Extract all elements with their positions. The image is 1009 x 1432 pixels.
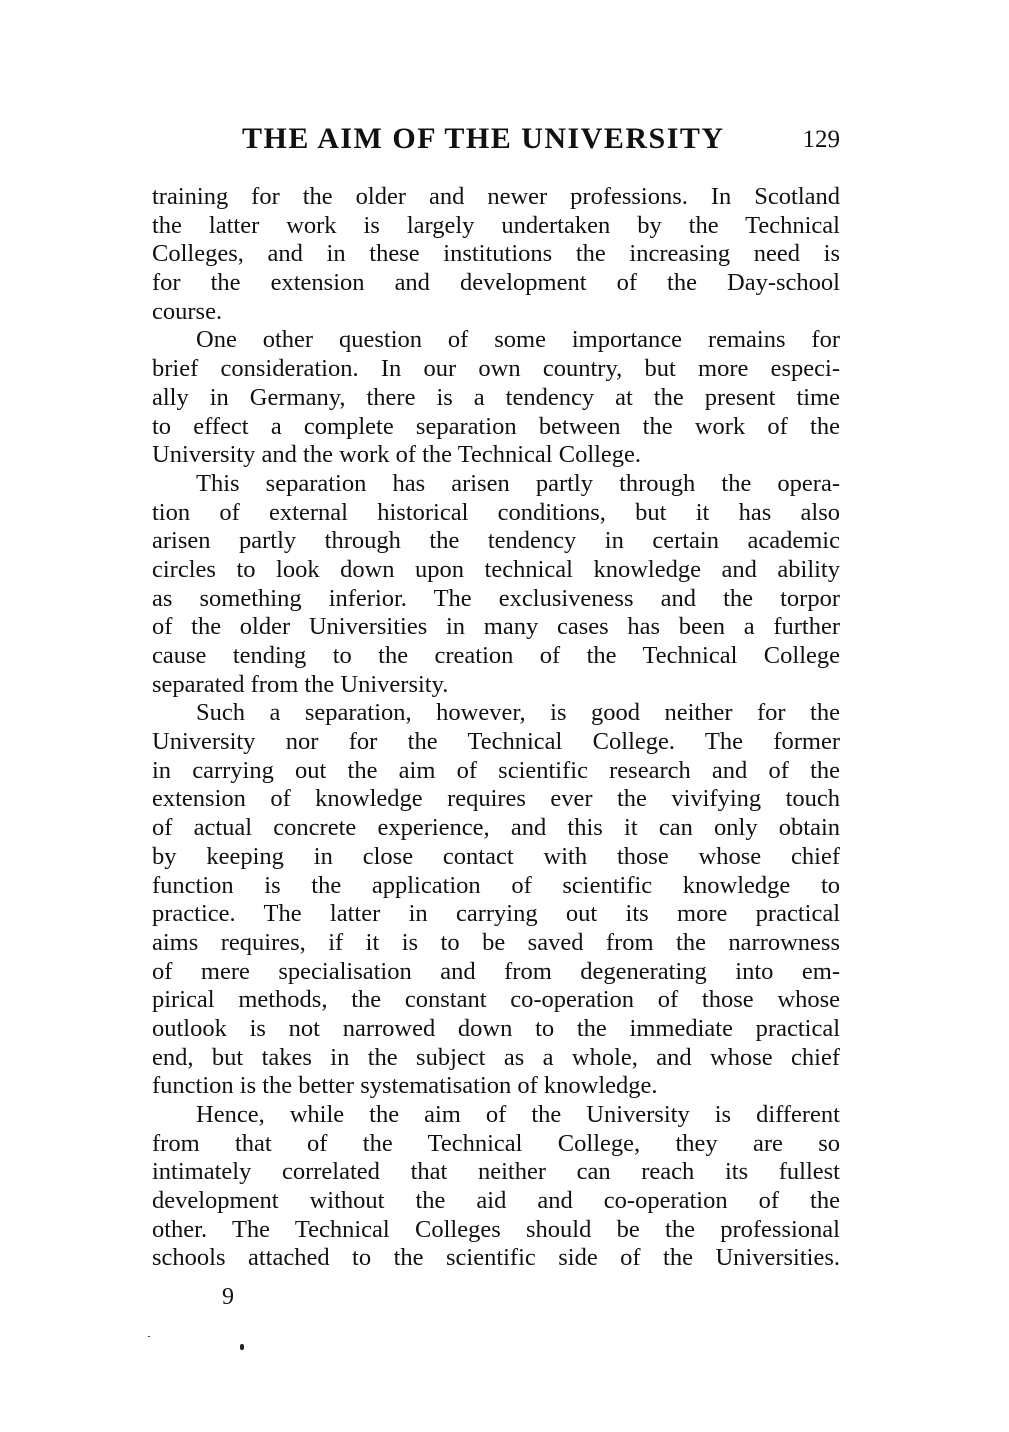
text-line: practice. The latter in carrying out its more practical — [152, 900, 840, 928]
text-line: intimately correlated that neither can reach its fullest — [152, 1158, 840, 1186]
text-line: other. The Technical Colleges should be the professional — [152, 1215, 840, 1243]
text-line: circles to look down upon technical knowledge and ability — [152, 555, 840, 583]
text-line: tion of external historical conditions, but it has also — [152, 498, 840, 526]
text-line: of actual concrete experience, and this it can only obtain — [152, 814, 840, 842]
page-number: 129 — [802, 126, 840, 153]
text-line: pirical methods, the constant co-operation of those whose — [152, 986, 840, 1014]
signature-mark: 9 — [222, 1284, 234, 1310]
page-title: THE AIM OF THE UNIVERSITY — [242, 122, 725, 155]
text-line: arisen partly through the tendency in certain academic — [152, 527, 840, 555]
text-line: for the extension and development of the Day-school — [152, 269, 840, 297]
text-line: separated from the University. — [152, 670, 449, 698]
body-text — [152, 183, 840, 1273]
text-line: extension of knowledge requires ever the vivifying touch — [152, 785, 840, 813]
text-line: of mere specialisation and from degenerating into em- — [152, 957, 840, 985]
text-line: Colleges, and in these institutions the increasing need is — [152, 240, 840, 268]
text-line: outlook is not narrowed down to the immediate practical — [152, 1014, 840, 1042]
text-line: function is the application of scientific knowledge to — [152, 871, 840, 899]
text-line: course. — [152, 297, 223, 325]
text-line: aims requires, if it is to be saved from the narrowness — [152, 928, 840, 956]
text-line: brief consideration. In our own country, but more especi- — [152, 355, 840, 383]
text-line: by keeping in close contact with those whose chief — [152, 842, 840, 870]
text-line: as something inferior. The exclusiveness and the torpor — [152, 584, 840, 612]
text-line: ally in Germany, there is a tendency at the present time — [152, 383, 840, 411]
text-line: of the older Universities in many cases has been a further — [152, 613, 840, 641]
running-header — [152, 120, 840, 160]
text-line: This separation has arisen partly through the opera- — [196, 469, 840, 497]
text-line: schools attached to the scientific side of the Universities. — [152, 1244, 840, 1272]
text-line: development without the aid and co-operation of the — [152, 1187, 840, 1215]
text-line: in carrying out the aim of scientific research and of the — [152, 756, 840, 784]
text-line: the latter work is largely undertaken by the Technical — [152, 211, 840, 239]
text-line: end, but takes in the subject as a whole, and whose chief — [152, 1043, 840, 1071]
text-line: Such a separation, however, is good neither for the — [196, 699, 840, 727]
ink-speck — [240, 1344, 244, 1350]
text-line: Hence, while the aim of the University is different — [196, 1101, 840, 1128]
text-line: University and the work of the Technical College. — [152, 441, 642, 469]
text-line: cause tending to the creation of the Technical College — [152, 642, 840, 669]
text-line: to effect a complete separation between the work of the — [152, 412, 840, 440]
text-line: from that of the Technical College, they are so — [152, 1129, 840, 1157]
text-line: function is the better systematisation of knowledge. — [152, 1072, 658, 1100]
text-line: training for the older and newer professions. In Scotland — [152, 183, 840, 210]
ink-speck — [148, 1336, 150, 1337]
text-line: University nor for the Technical College. The former — [152, 728, 840, 756]
text-line: One other question of some importance remains for — [196, 326, 840, 354]
